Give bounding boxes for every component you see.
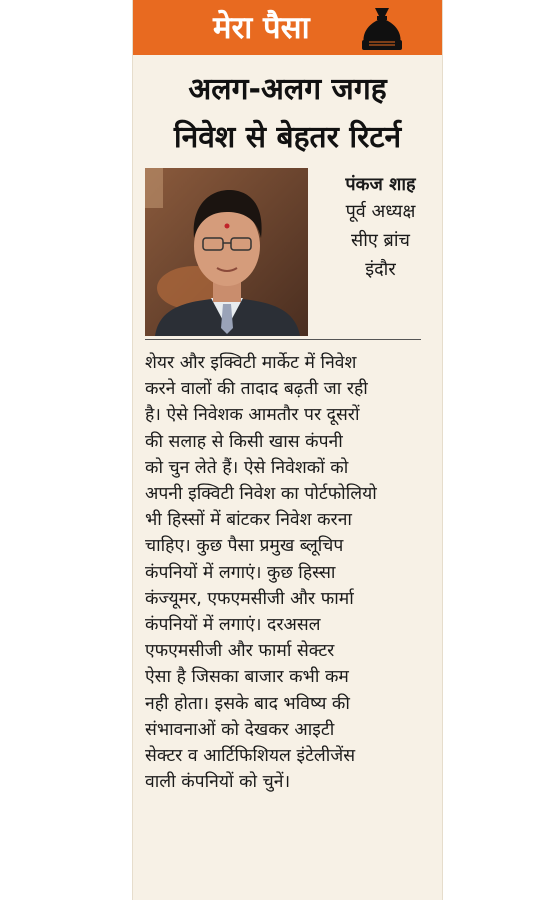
body-line: शेयर और इक्विटी मार्केट में निवेश	[145, 353, 357, 373]
body-line: संभावनाओं को देखकर आइटी	[145, 719, 335, 740]
body-line: भी हिस्सों में बांटकर निवेश करना	[145, 510, 352, 531]
divider-rule	[145, 339, 421, 340]
money-bag-icon	[359, 4, 405, 52]
newspaper-clipping	[132, 0, 443, 900]
article-headline	[133, 66, 442, 162]
body-line: है। ऐसे निवेशक आमतौर पर दूसरों	[145, 405, 360, 426]
author-designation: पूर्व अध्यक्ष	[345, 201, 416, 222]
body-line: कंपनियों में लगाएं। दरअसल	[145, 615, 321, 636]
headline-line-2: निवेश से बेहतर रिटर्न	[173, 120, 402, 155]
body-line: सेक्टर व आर्टिफिशियल इंटेलीजेंस	[145, 746, 356, 767]
body-line: करने वालों की तादाद बढ़ती जा रही	[145, 379, 368, 400]
author-city: इंदौर	[365, 259, 396, 280]
body-line: वाली कंपनियों को चुनें।	[145, 772, 291, 793]
body-line: एफएमसीजी और फार्मा सेक्टर	[145, 641, 335, 662]
author-photo	[145, 168, 308, 336]
column-title: मेरा पैसा	[213, 10, 310, 46]
column-banner	[133, 0, 442, 55]
headline-line-1: अलग-अलग जगह	[188, 72, 387, 107]
author-branch: सीए ब्रांच	[351, 230, 410, 251]
body-line: चाहिए। कुछ पैसा प्रमुख ब्लूचिप	[145, 536, 344, 557]
author-block	[318, 173, 443, 284]
article-body	[145, 350, 435, 795]
body-line: कंपनियों में लगाएं। कुछ हिस्सा	[145, 562, 336, 583]
body-line: कंज्यूमर, एफएमसीजी और फार्मा	[145, 588, 354, 609]
body-line: नही होता। इसके बाद भविष्य की	[145, 693, 350, 714]
body-line: को चुन लेते हैं। ऐसे निवेशकों को	[145, 457, 349, 478]
author-name: पंकज शाह	[345, 174, 416, 195]
body-line: ऐसा है जिसका बाजार कभी कम	[145, 667, 349, 688]
body-line: अपनी इक्विटी निवेश का पोर्टफोलियो	[145, 484, 377, 505]
body-line: की सलाह से किसी खास कंपनी	[145, 431, 343, 452]
